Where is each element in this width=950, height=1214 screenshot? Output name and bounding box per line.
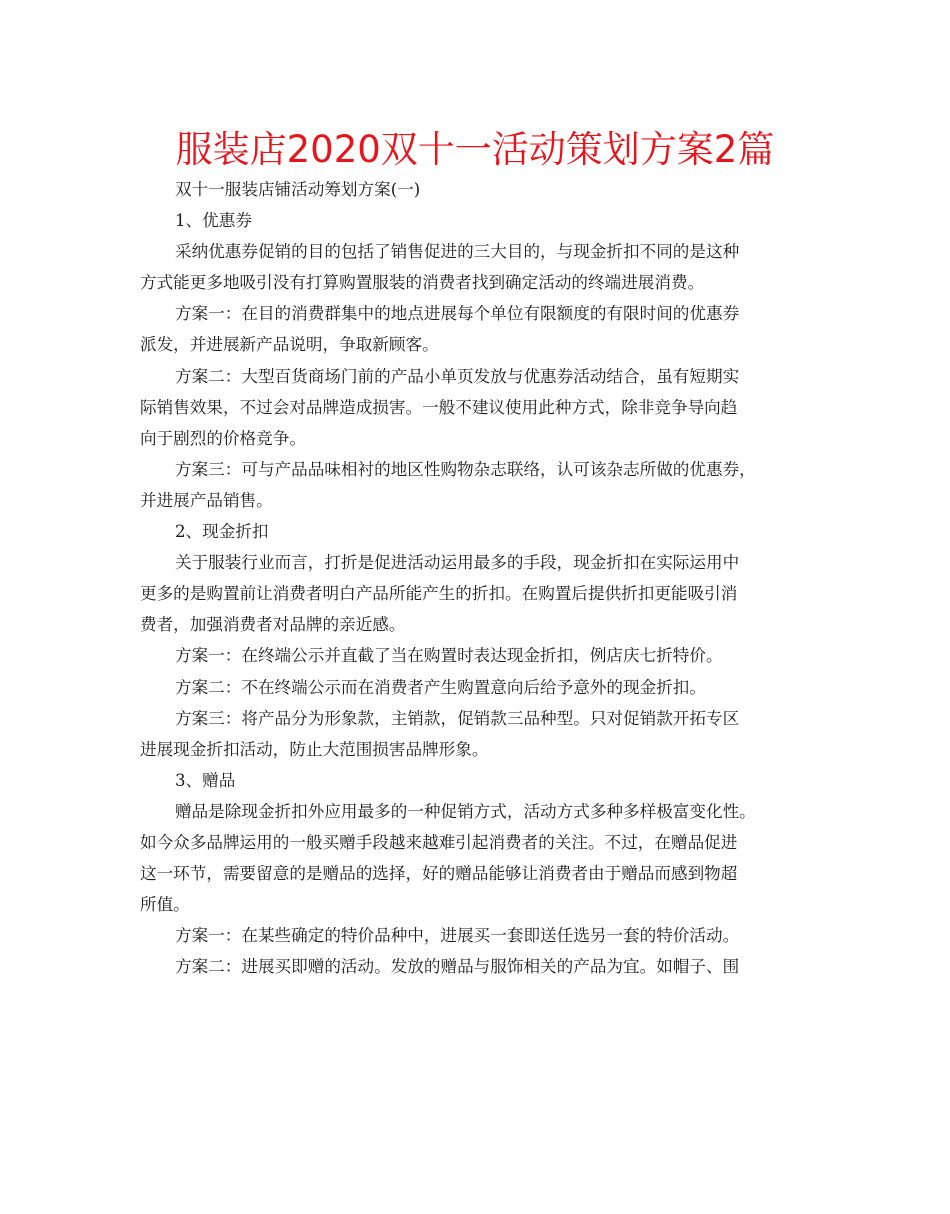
text-line: 采纳优惠券促销的目的包括了销售促进的三大目的，与现金折扣不同的是这种	[175, 242, 740, 262]
text-line: 这一环节，需要留意的是赠品的选择，好的赠品能够让消费者由于赠品而感到物超	[140, 864, 738, 884]
text-line: 3、赠品	[175, 770, 236, 790]
text-line: 方案三：可与产品品味相衬的地区性购物杂志联络，认可该杂志所做的优惠券，	[175, 459, 756, 479]
text-line: 如今众多品牌运用的一般买赠手段越来越难引起消费者的关注。不过，在赠品促进	[140, 832, 738, 852]
text-line: 进展现金折扣活动，防止大范围损害品牌形象。	[140, 739, 489, 759]
text-line: 际销售效果，不过会对品牌造成损害。一般不建议使用此种方式，除非竞争导向趋	[140, 397, 738, 417]
text-line: 方案一：在某些确定的特价品种中，进展买一套即送任选另一套的特价活动。	[175, 926, 740, 946]
text-line: 方案三：将产品分为形象款，主销款，促销款三品种型。只对促销款开拓专区	[175, 708, 740, 728]
text-line: 方案一：在目的消费群集中的地点进展每个单位有限额度的有限时间的优惠券	[175, 304, 740, 324]
text-line: 向于剧烈的价格竞争。	[140, 428, 306, 448]
text-line: 方案二：大型百货商场门前的产品小单页发放与优惠券活动结合，虽有短期实	[175, 366, 740, 386]
text-line: 并进展产品销售。	[140, 490, 273, 510]
text-line: 所值。	[140, 895, 190, 915]
text-line: 费者，加强消费者对品牌的亲近感。	[140, 615, 406, 635]
text-line: 派发，并进展新产品说明，争取新顾客。	[140, 335, 439, 355]
text-line: 双十一服装店铺活动筹划方案(一)	[175, 180, 421, 199]
document-body	[140, 174, 812, 982]
text-line: 方案一：在终端公示并直截了当在购置时表达现金折扣，例店庆七折特价。	[175, 646, 723, 666]
text-line: 方案二：不在终端公示而在消费者产生购置意向后给予意外的现金折扣。	[175, 677, 706, 697]
text-line: 更多的是购置前让消费者明白产品所能产生的折扣。在购置后提供折扣更能吸引消	[140, 584, 738, 604]
text-line: 赠品是除现金折扣外应用最多的一种促销方式，活动方式多种多样极富变化性。	[175, 801, 756, 821]
text-line: 方式能更多地吸引没有打算购置服装的消费者找到确定活动的终端进展消费。	[140, 273, 705, 293]
document-title: 服装店2020双十一活动策划方案2篇	[175, 128, 775, 171]
text-line: 方案二：进展买即赠的活动。发放的赠品与服饰相关的产品为宜。如帽子、围	[175, 957, 740, 977]
text-line: 2、现金折扣	[175, 522, 269, 542]
text-line: 1、优惠券	[175, 211, 252, 231]
text-line: 关于服装行业而言，打折是促进活动运用最多的手段，现金折扣在实际运用中	[175, 553, 740, 573]
